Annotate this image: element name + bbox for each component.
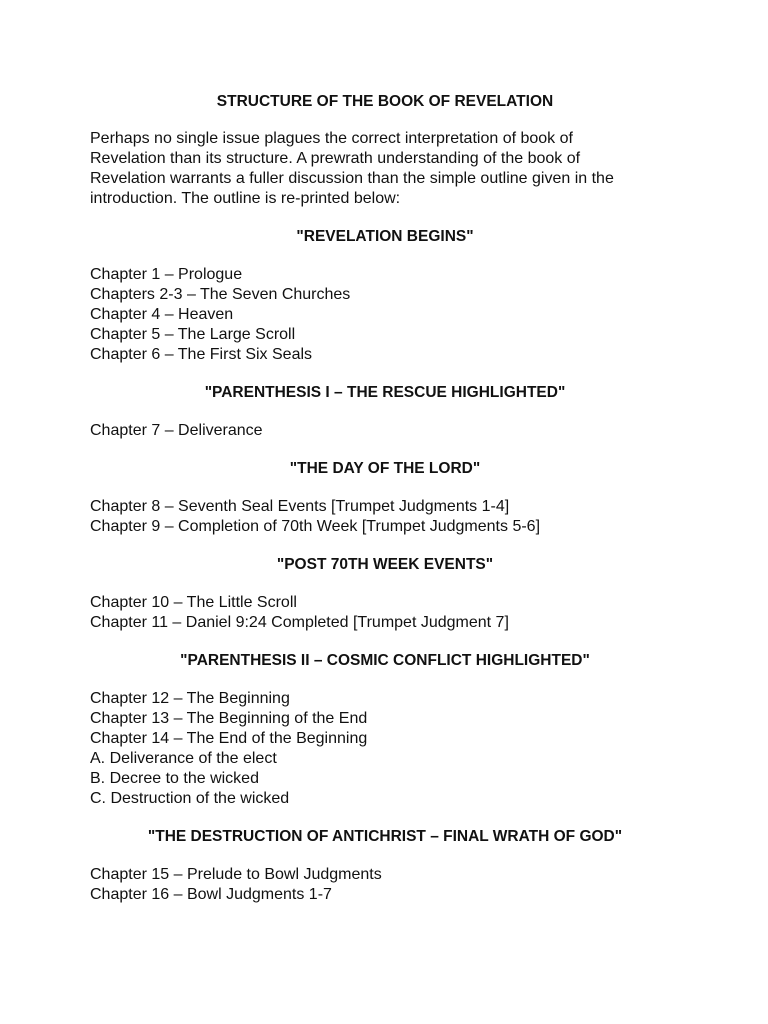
chapter-entry: Chapter 9 – Completion of 70th Week [Trumpet Judgments 5-6] xyxy=(90,518,541,535)
intro-line: Revelation warrants a fuller discussion than the simple outline given in the xyxy=(90,170,614,187)
sub-entry: B. Decree to the wicked xyxy=(90,770,259,787)
chapter-entry: Chapter 6 – The First Six Seals xyxy=(90,346,313,363)
chapter-entry: Chapter 10 – The Little Scroll xyxy=(90,594,297,611)
chapter-list xyxy=(90,265,680,365)
section-heading: "POST 70TH WEEK EVENTS" xyxy=(276,556,494,573)
chapter-entry: Chapter 15 – Prelude to Bowl Judgments xyxy=(90,866,382,883)
section-heading: "PARENTHESIS I – THE RESCUE HIGHLIGHTED" xyxy=(204,384,566,401)
intro-paragraph xyxy=(90,129,680,209)
chapter-entry: Chapter 14 – The End of the Beginning xyxy=(90,730,368,747)
chapter-list xyxy=(90,865,680,905)
chapter-list xyxy=(90,421,680,441)
chapter-list xyxy=(90,497,680,537)
outline-section xyxy=(90,383,680,441)
chapter-entry: Chapter 8 – Seventh Seal Events [Trumpet Judgments 1-4] xyxy=(90,498,510,515)
outline-section xyxy=(90,459,680,537)
outline-section xyxy=(90,651,680,809)
chapter-list xyxy=(90,593,680,633)
chapter-list xyxy=(90,689,680,809)
chapter-entry: Chapters 2-3 – The Seven Churches xyxy=(90,286,351,303)
intro-line: Perhaps no single issue plagues the correct interpretation of book of xyxy=(90,130,573,147)
outline-section xyxy=(90,227,680,365)
outline-section xyxy=(90,555,680,633)
document-page xyxy=(90,92,680,923)
chapter-entry: Chapter 16 – Bowl Judgments 1-7 xyxy=(90,886,332,903)
chapter-entry: Chapter 1 – Prologue xyxy=(90,266,243,283)
chapter-entry: Chapter 4 – Heaven xyxy=(90,306,234,323)
section-heading: "REVELATION BEGINS" xyxy=(296,228,474,245)
page-title: STRUCTURE OF THE BOOK OF REVELATION xyxy=(216,93,554,110)
chapter-entry: Chapter 5 – The Large Scroll xyxy=(90,326,296,343)
section-heading: "THE DAY OF THE LORD" xyxy=(289,460,481,477)
chapter-entry: Chapter 11 – Daniel 9:24 Completed [Trumpet Judgment 7] xyxy=(90,614,509,631)
sub-entry: C. Destruction of the wicked xyxy=(90,790,290,807)
outline-section xyxy=(90,827,680,905)
chapter-entry: Chapter 12 – The Beginning xyxy=(90,690,290,707)
sub-entry: A. Deliverance of the elect xyxy=(90,750,277,767)
intro-line: introduction. The outline is re-printed below: xyxy=(90,190,401,207)
section-heading: "PARENTHESIS II – COSMIC CONFLICT HIGHLIGHTED" xyxy=(180,652,590,669)
section-heading: "THE DESTRUCTION OF ANTICHRIST – FINAL WRATH OF GOD" xyxy=(147,828,623,845)
chapter-entry: Chapter 13 – The Beginning of the End xyxy=(90,710,368,727)
intro-line: Revelation than its structure. A prewrath understanding of the book of xyxy=(90,150,581,167)
chapter-entry: Chapter 7 – Deliverance xyxy=(90,422,263,439)
